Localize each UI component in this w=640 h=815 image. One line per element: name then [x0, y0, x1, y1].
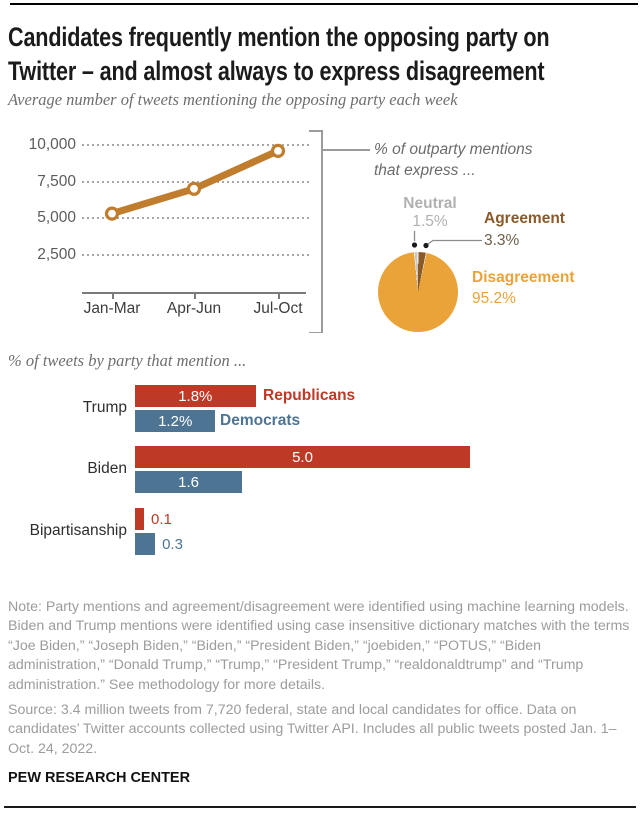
bracket	[321, 130, 323, 333]
data-point	[189, 183, 200, 194]
bracket-arm-bottom	[309, 332, 322, 334]
bar-trump-republicans	[135, 385, 256, 407]
series-label-democrats: Democrats	[220, 412, 301, 429]
bar	[135, 471, 242, 493]
y-axis-tick-label: 10,000	[28, 136, 76, 153]
pie-intro-line-1: % of outparty mentions	[374, 141, 533, 158]
neutral-label: Neutral	[403, 195, 457, 212]
y-axis-tick-label: 5,000	[37, 209, 76, 226]
pie-chart	[378, 252, 458, 332]
agreement-label: Agreement	[484, 210, 565, 227]
bar	[135, 446, 470, 468]
title-line-2: Twitter – and almost always to express disagreement	[8, 56, 545, 86]
bars-heading: % of tweets by party that mention ...	[8, 351, 247, 370]
bar	[135, 533, 155, 555]
pie-label-disagreement	[472, 269, 575, 308]
note-text: Note: Party mentions and agreement/disagreement were identified using machine learning models. Biden and Trump mentions were identified using case insensitive dictionary matches with the terms “Joe Biden,” “Joseph Biden,” “Biden,” “President Biden,” “joebiden,” “POTUS,” “Biden administration,” “Donald Trump,” “Trump,” “President Trump,” “realdonaldtrump” and “Trump administration.” See methodology for more details.	[8, 599, 630, 693]
y-axis-tick-label: 2,500	[37, 245, 76, 263]
bar-value: 1.8%	[178, 387, 213, 405]
bar	[135, 508, 144, 530]
x-axis-label: Jan-Mar	[83, 300, 141, 317]
disagreement-value: 95.2%	[472, 290, 516, 307]
bar-value: 5.0	[292, 448, 313, 466]
category-label-biden: Biden	[87, 460, 127, 477]
bar-value: 0.1	[151, 510, 172, 528]
x-axis-label: Jul-Oct	[253, 300, 303, 317]
data-point	[107, 208, 118, 219]
pie-label-neutral	[395, 195, 465, 231]
bar-biden-democrats	[135, 471, 242, 493]
source-text: Source: 3.4 million tweets from 7,720 federal, state and local candidates for office. Data on candidates’ Twitter accounts collected using Twitter API. Includes all public tweets posted Jan. 1–Oct. 24, 2022.	[8, 702, 617, 757]
bar-trump-democrats	[135, 410, 215, 432]
bar-biden-republicans	[135, 446, 470, 468]
bar-bipartisanship-republicans	[135, 508, 172, 530]
data-point	[273, 145, 284, 156]
top-rule	[10, 3, 638, 5]
trend-line	[0, 130, 340, 330]
bottom-rule	[4, 806, 636, 808]
bar	[135, 410, 215, 432]
brand-footer: PEW RESEARCH CENTER	[8, 770, 191, 786]
x-axis-label: Apr-Jun	[166, 300, 222, 317]
bar-bipartisanship-democrats	[135, 533, 183, 555]
chart-subtitle: Average number of tweets mentioning the opposing party each week	[8, 90, 458, 109]
bar-value: 1.6	[178, 473, 200, 491]
series-label-republicans: Republicans	[263, 387, 356, 404]
category-label-bipartisanship: Bipartisanship	[29, 522, 127, 539]
agreement-value: 3.3%	[484, 232, 520, 249]
bar-value: 0.3	[162, 535, 183, 553]
pie-intro-label	[374, 139, 533, 181]
pie-intro-line-2: that express ...	[374, 162, 476, 179]
category-label-trump: Trump	[82, 399, 127, 416]
y-axis-tick-label: 7,500	[37, 172, 76, 190]
bar-value: 1.2%	[158, 412, 193, 430]
footnote-block	[8, 598, 634, 765]
bracket-arm-top	[309, 130, 322, 132]
page-title	[8, 20, 549, 88]
neutral-value: 1.5%	[412, 213, 448, 230]
bar	[135, 385, 256, 407]
disagreement-label: Disagreement	[472, 269, 575, 286]
leader-lines	[398, 227, 508, 251]
title-line-1: Candidates frequently mention the opposing party on	[8, 22, 550, 52]
bracket-connector	[322, 149, 370, 151]
